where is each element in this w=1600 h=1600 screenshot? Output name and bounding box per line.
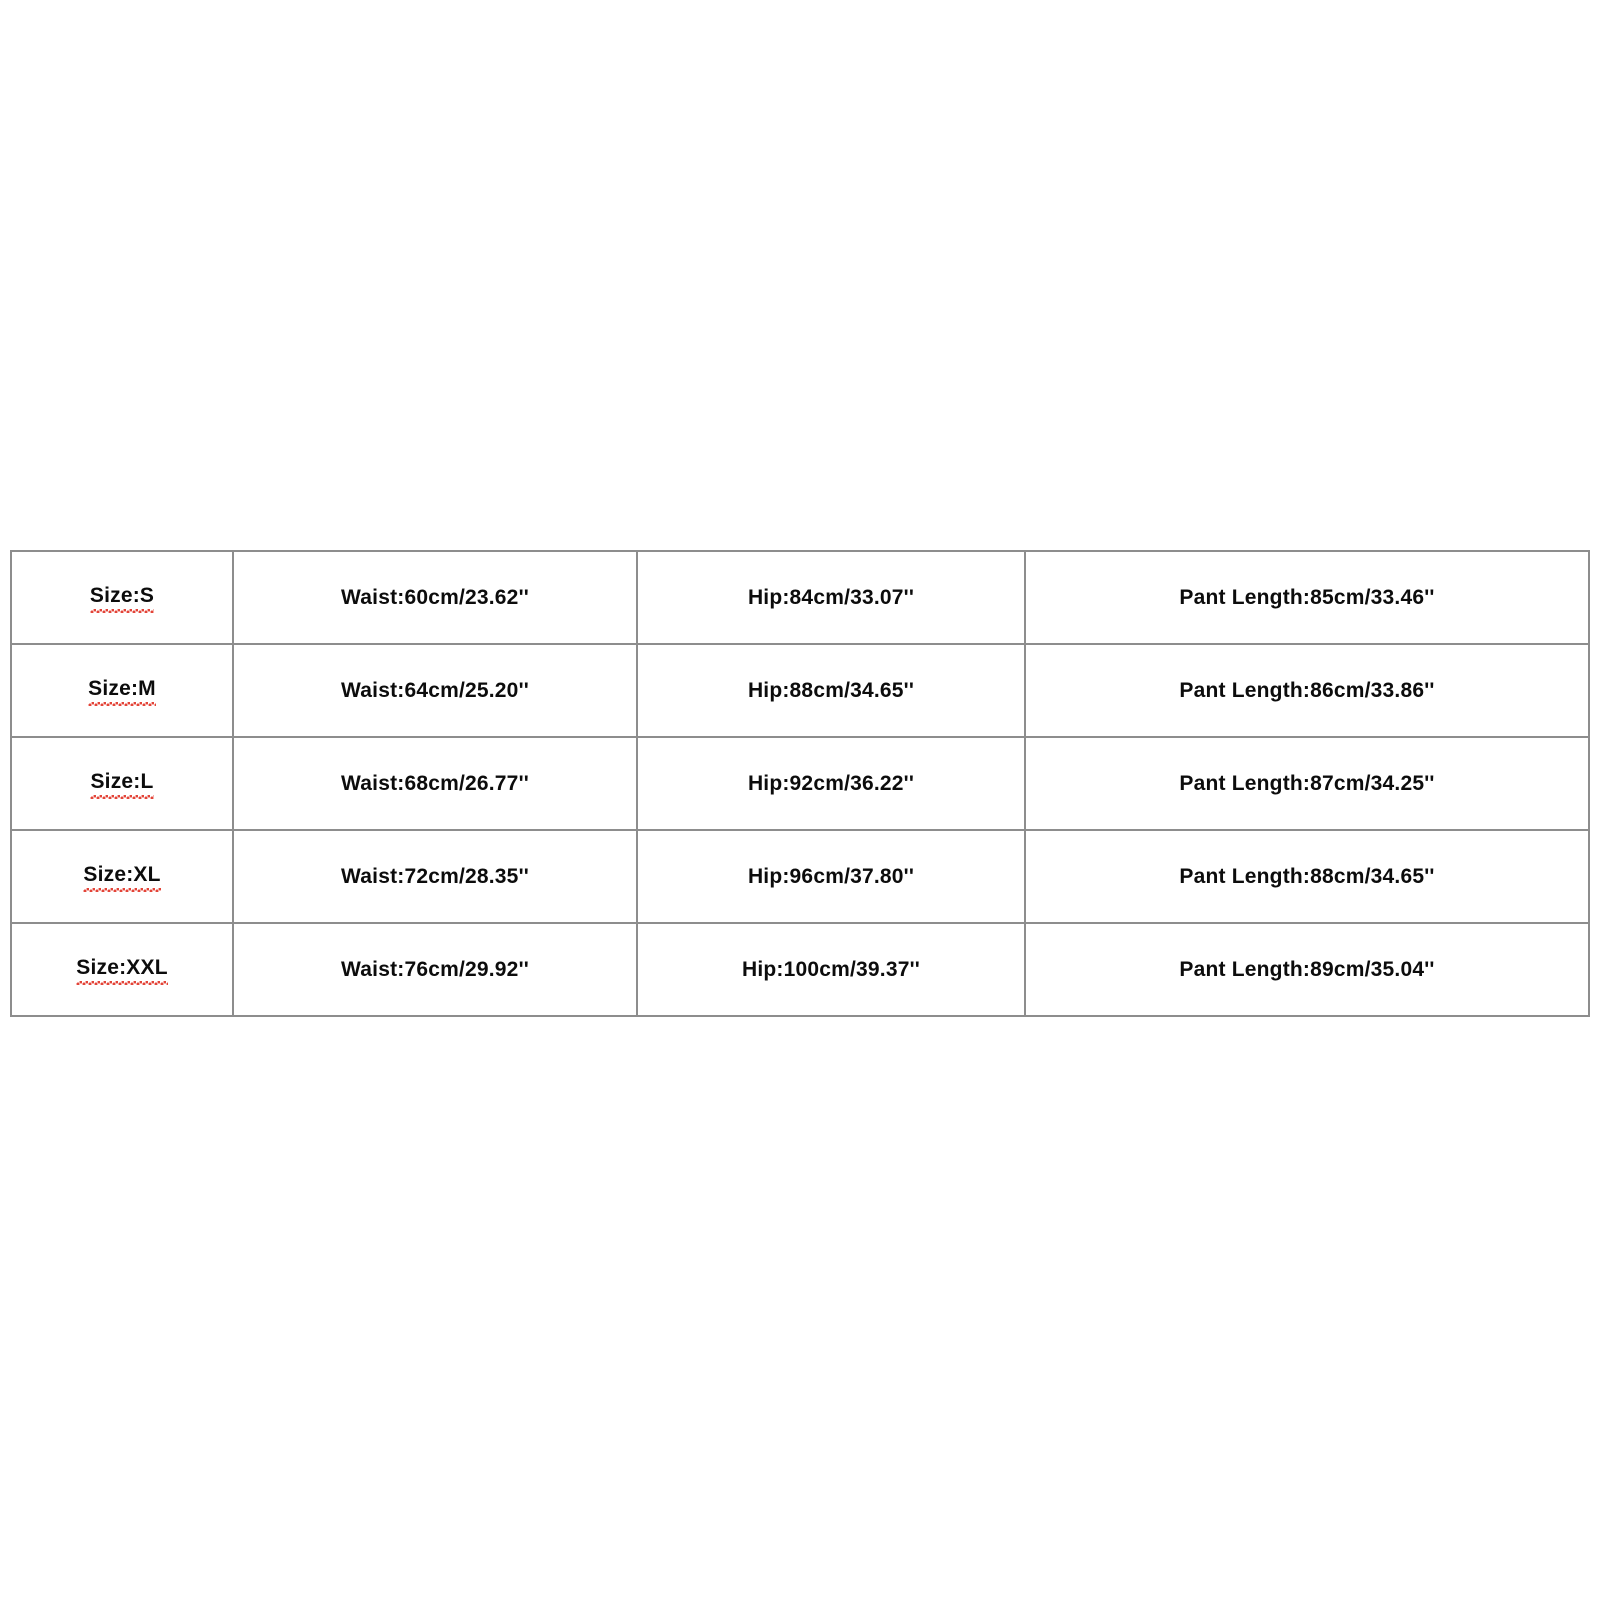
table-row — [12, 738, 1588, 831]
waist-cell: Waist:64cm/25.20'' — [234, 645, 638, 736]
size-cell — [12, 738, 234, 829]
size-cell — [12, 645, 234, 736]
hip-cell: Hip:96cm/37.80'' — [638, 831, 1026, 922]
size-cell — [12, 552, 234, 643]
size-label: Size:XXL — [76, 956, 167, 983]
pant-length-cell: Pant Length:86cm/33.86'' — [1179, 678, 1435, 702]
hip-cell: Hip:88cm/34.65'' — [638, 645, 1026, 736]
waist-cell: Waist:72cm/28.35'' — [234, 831, 638, 922]
size-label: Size:S — [90, 584, 154, 611]
table-row — [12, 645, 1588, 738]
hip-cell: Hip:92cm/36.22'' — [638, 738, 1026, 829]
pant-length-cell: Pant Length:89cm/35.04'' — [1179, 957, 1435, 981]
hip-cell: Hip:84cm/33.07'' — [638, 552, 1026, 643]
waist-cell: Waist:60cm/23.62'' — [234, 552, 638, 643]
size-label: Size:M — [88, 677, 156, 704]
table-row — [12, 924, 1588, 1015]
pant-length-cell: Pant Length:88cm/34.65'' — [1179, 864, 1435, 888]
hip-cell: Hip:100cm/39.37'' — [638, 924, 1026, 1015]
size-cell — [12, 924, 234, 1015]
pant-length-cell: Pant Length:87cm/34.25'' — [1179, 771, 1435, 795]
table-row — [12, 831, 1588, 924]
size-cell — [12, 831, 234, 922]
waist-cell: Waist:76cm/29.92'' — [234, 924, 638, 1015]
size-label: Size:L — [90, 770, 153, 797]
size-chart-table — [10, 550, 1590, 1017]
pant-length-cell: Pant Length:85cm/33.46'' — [1179, 585, 1435, 609]
size-label: Size:XL — [83, 863, 160, 890]
waist-cell: Waist:68cm/26.77'' — [234, 738, 638, 829]
table-row — [12, 552, 1588, 645]
